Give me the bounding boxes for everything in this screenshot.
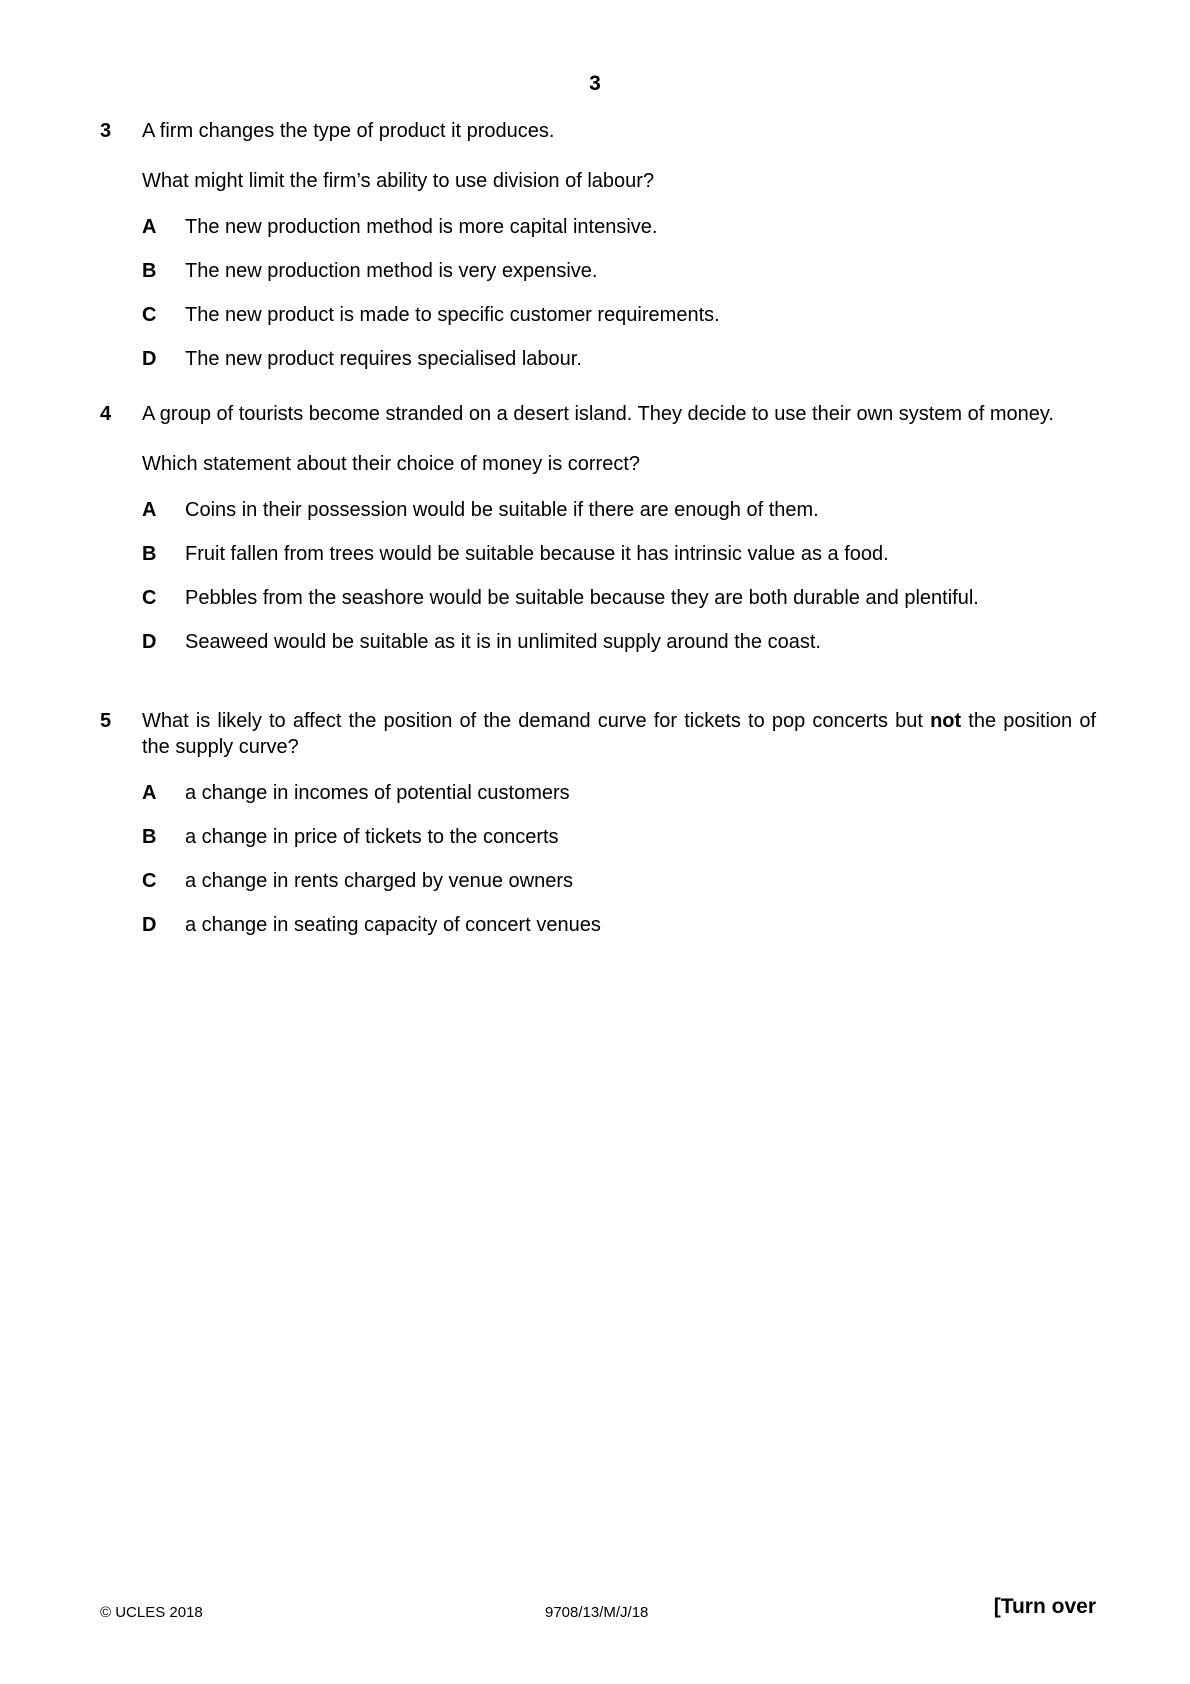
stem-text-after: the position of the supply curve? [142,710,1096,758]
question-body [142,118,1096,372]
option-d [142,629,1096,655]
option-letter: A [142,216,157,238]
option-text: The new production method is more capital intensive. [185,216,658,238]
question-stem: A group of tourists become stranded on a desert island. They decide to use their own system of money. [142,403,1054,425]
stem-text-before: What is likely to affect the position of the demand curve for tickets to pop concerts but [142,710,923,732]
page-footer [100,1595,1096,1625]
option-b [142,541,1096,567]
option-letter: A [142,782,157,804]
option-letter: D [142,348,157,370]
question-body [142,708,1096,938]
answer-options [142,780,1096,938]
option-text: a change in price of tickets to the concerts [185,826,559,848]
answer-options [142,497,1096,655]
option-c [142,868,1096,894]
option-a [142,780,1096,806]
question-3 [100,118,1096,390]
page-number: 3 [589,72,601,95]
option-text: a change in rents charged by venue owners [185,870,574,892]
option-text: Pebbles from the seashore would be suitable because they are both durable and plentiful. [185,587,979,609]
question-stem: A firm changes the type of product it produces. [142,120,555,142]
option-b [142,824,1096,850]
question-body [142,401,1096,655]
stem-emphasis: not [930,710,962,732]
option-text: Seaweed would be suitable as it is in unlimited supply around the coast. [185,631,821,653]
question-number: 5 [100,710,112,732]
option-text: The new production method is very expensive. [185,260,598,282]
option-d [142,912,1096,938]
question-prompt: What might limit the firm’s ability to use division of labour? [142,170,655,192]
option-text: Coins in their possession would be suitable if there are enough of them. [185,499,819,521]
question-stem [142,708,1096,760]
option-a [142,497,1096,523]
option-text: a change in incomes of potential customers [185,782,570,804]
option-letter: D [142,914,157,936]
answer-options [142,214,1096,372]
option-text: The new product requires specialised labour. [185,348,582,370]
option-d [142,346,1096,372]
option-c [142,585,1096,611]
turn-over-label: [Turn over [993,1595,1096,1618]
question-number: 4 [100,403,112,425]
option-c [142,302,1096,328]
question-5 [100,708,1096,956]
option-text: The new product is made to specific customer requirements. [185,304,720,326]
option-letter: B [142,260,157,282]
question-number: 3 [100,120,112,142]
option-text: a change in seating capacity of concert venues [185,914,601,936]
paper-code: 9708/13/M/J/18 [545,1604,649,1621]
option-letter: C [142,587,157,609]
option-text: Fruit fallen from trees would be suitable because it has intrinsic value as a food. [185,543,889,565]
option-a [142,214,1096,240]
option-letter: B [142,826,157,848]
option-b [142,258,1096,284]
option-letter: A [142,499,157,521]
copyright-notice: © UCLES 2018 [100,1604,203,1621]
question-prompt: Which statement about their choice of money is correct? [142,453,641,475]
option-letter: D [142,631,157,653]
question-4 [100,401,1096,673]
option-letter: B [142,543,157,565]
option-letter: C [142,304,157,326]
option-letter: C [142,870,157,892]
